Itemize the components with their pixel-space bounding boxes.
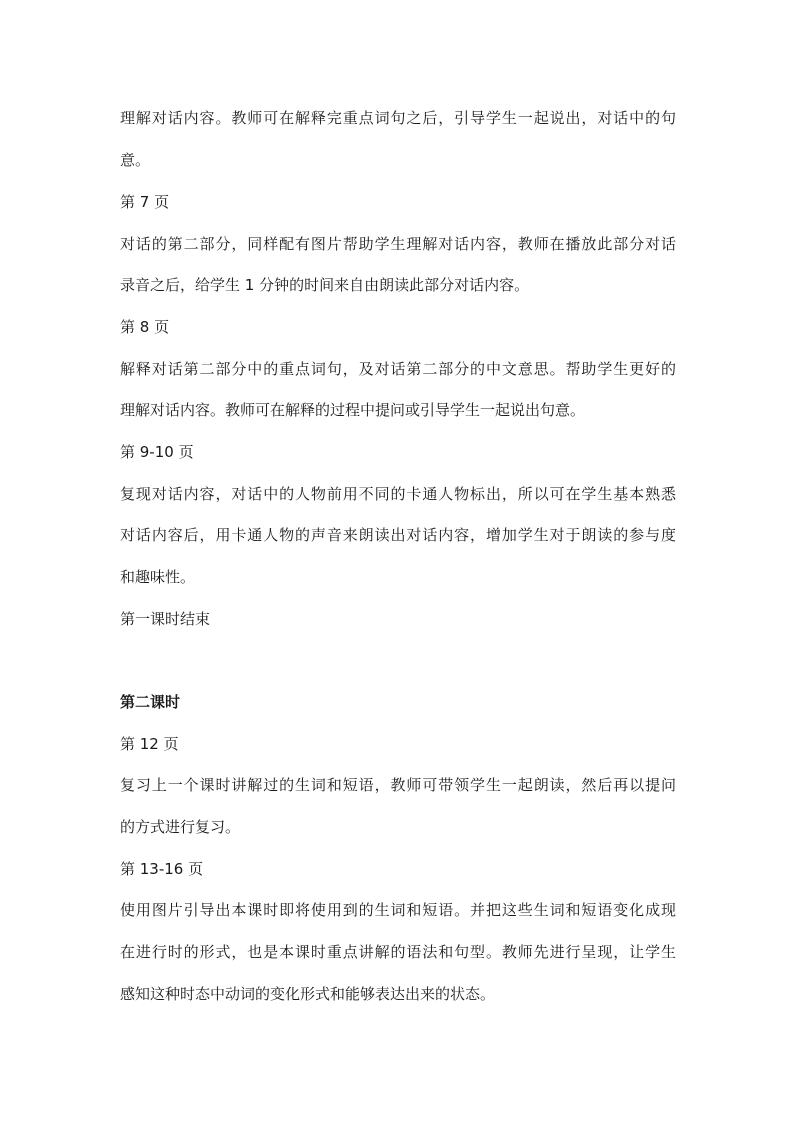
paragraph-line: 的方式进行复习。: [120, 818, 241, 836]
page-reference-heading: 第 7 页: [120, 193, 170, 211]
lesson-end-note: 第一课时结束: [120, 610, 211, 628]
page-reference-heading: 第 8 页: [120, 318, 170, 336]
paragraph-line: 感知这种时态中动词的变化形式和能够表达出来的状态。: [120, 985, 496, 1003]
paragraph-line: 理解对话内容。教师可在解释的过程中提问或引导学生一起说出句意。: [120, 401, 586, 419]
paragraph-line: 解释对话第二部分中的重点词句，及对话第二部分的中文意思。帮助学生更好的: [120, 360, 676, 378]
paragraph-line: 在进行时的形式，也是本课时重点讲解的语法和句型。教师先进行呈现，让学生: [120, 943, 676, 961]
section-heading: 第二课时: [120, 693, 181, 711]
paragraph-line: 意。: [120, 151, 151, 169]
paragraph-line: 理解对话内容。教师可在解释完重点词句之后，引导学生一起说出，对话中的句: [120, 109, 676, 127]
paragraph-line: 录音之后，给学生 1 分钟的时间来自由朗读此部分对话内容。: [120, 276, 530, 294]
page-reference-heading: 第 12 页: [120, 735, 179, 753]
paragraph-line: 复现对话内容，对话中的人物前用不同的卡通人物标出，所以可在学生基本熟悉: [120, 485, 676, 503]
page-reference-heading: 第 9-10 页: [120, 443, 194, 461]
page-reference-heading: 第 13-16 页: [120, 860, 204, 878]
paragraph-line: 和趣味性。: [120, 568, 196, 586]
paragraph-line: 复习上一个课时讲解过的生词和短语，教师可带领学生一起朗读，然后再以提问: [120, 776, 676, 794]
paragraph-line: 对话的第二部分，同样配有图片帮助学生理解对话内容，教师在播放此部分对话: [120, 235, 676, 253]
paragraph-line: 使用图片引导出本课时即将使用到的生词和短语。并把这些生词和短语变化成现: [120, 901, 676, 919]
paragraph-line: 对话内容后，用卡通人物的声音来朗读出对话内容，增加学生对于朗读的参与度: [120, 526, 676, 544]
